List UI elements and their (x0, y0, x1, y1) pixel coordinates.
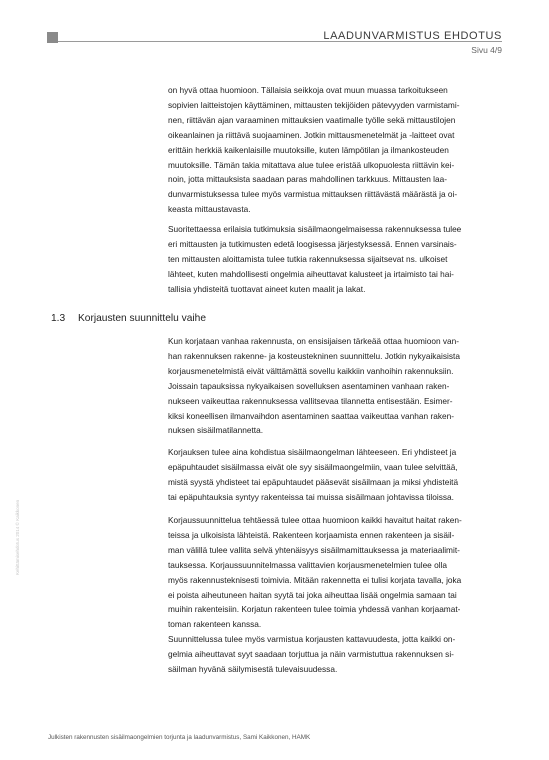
header-title: LAADUNVARMISTUS EHDOTUS (323, 30, 502, 42)
paragraph: Korjaussuunnittelua tehtäessä tulee ottaa huomioon kaikki havaitut haitat raken- teissa ja ulkoisista lähteistä. Rakenteen korjaamista ennen rakenteen ja sisäil- man välillä tulee vallita selvä yhtenäisyys sisäilmamittauksessa ja materiaalimit- tauksessa. Korjaussuunnitelmassa valittavien korjausmenetelmien tulee olla myös rakennusteknisesti toimivia. Mitään rakennetta ei tulisi korjata tavalla, joka ei poista aiheutuneen haitan syytä tai joka aiheuttaa lisää ongelmia samaan tai muihin rakenteisiin. Korjatun rakenteen tulee toimia yhdessä vanhan korjaamat- toman rakenteen kanssa. Suunnittelussa tulee myös varmistua korjausten kattavuudesta, jotta kaikki on- gelmia aiheuttavat syyt saadaan torjuttua ja näin varmistuttua rakennuksen si- säilman hyvänä säilymisestä tulevaisuudessa. (168, 515, 462, 675)
header-square (47, 32, 58, 43)
section-number: 1.3 (51, 313, 66, 324)
paragraph: Suoritettaessa erilaisia tutkimuksia sisäilmaongelmaisessa rakennuksessa tulee eri mittausten ja tutkimusten edetä loogisessa järjestyksessä. Ennen varsinais- ten mittausten aloittamista tulee tutkia rakennuksessa sijaitsevat ns. ulkoiset lähteet, kuten mahdollisesti ongelmia aiheuttavat kalusteet ja irtaimisto tai hai- tallisia yhdisteitä tuottavat aineet kuten maalit ja lakat. (168, 224, 462, 294)
footer: Julkisten rakennusten sisäilmaongelmien torjunta ja laadunvarmistus, Sami Kaikkonen, HAMK (48, 734, 311, 741)
side-note: Kehittämisehdotus 2014 © Kaikkonen (15, 499, 20, 575)
paragraph: Kun korjataan vanhaa rakennusta, on ensisijaisen tärkeää ottaa huomioon van- han rakennuksen rakenne- ja kosteustekninen suunnittelu. Jotkin nykyaikaisista korjausmenetelmistä eivät välttämättä sovellu kaikkiin vanhoihin rakennuksiin. Joissain tapauksissa nykyaikaisen sovelluksen asentaminen vanhaan raken- nukseen vaikeuttaa rakennuksessa vallitsevaa tilannetta entisestään. Esimer- kiksi koneellisen ilmanvaihdon asentaminen saattaa vaikeuttaa vanhan raken- nuksen sisäilmatilannetta. (168, 336, 460, 436)
paragraph: Korjauksen tulee aina kohdistua sisäilmaongelman lähteeseen. Eri yhdisteet ja epäpuhtaudet sisäilmassa eivät ole syy sisäilmaongelmiin, vaan tulee selvittää, mistä syystä yhdisteet tai epäpuhtaudet pääsevät sisäilmaan ja miksi yhdisteitä tai epäpuhtauksia syntyy rakenteissa tai muissa sisäilmaan johtavissa tiloissa. (168, 447, 459, 502)
paragraph: on hyvä ottaa huomioon. Tällaisia seikkoja ovat muun muassa tarkoitukseen sopivien laitteistojen käyttäminen, mittausten tekijöiden pätevyyden varmistami- nen, riittävän ajan varaaminen mittauksien vaatimalle työlle sekä mittaustilojen oikeanlainen ja riittävä suojaaminen. Jotkin mittausmenetelmät ja -laitteet ovat erittäin herkkiä kaikenlaisille muutoksille, kuten lämpötilan ja ilmankosteuden muutoksille. Tämän takia mitattava alue tulee eristää ulkopuolesta riittävin kei- noin, jotta mittauksista saadaan paras mahdollinen tarkkuus. Mittausten laa- dunvarmistuksessa tulee myös varmistua mittauksen riittävästä määrästä ja oi- keasta mittaustavasta. (168, 85, 460, 215)
section-heading (51, 313, 206, 324)
page-number: Sivu 4/9 (471, 45, 502, 55)
section-title: Korjausten suunnittelu vaihe (78, 313, 206, 324)
